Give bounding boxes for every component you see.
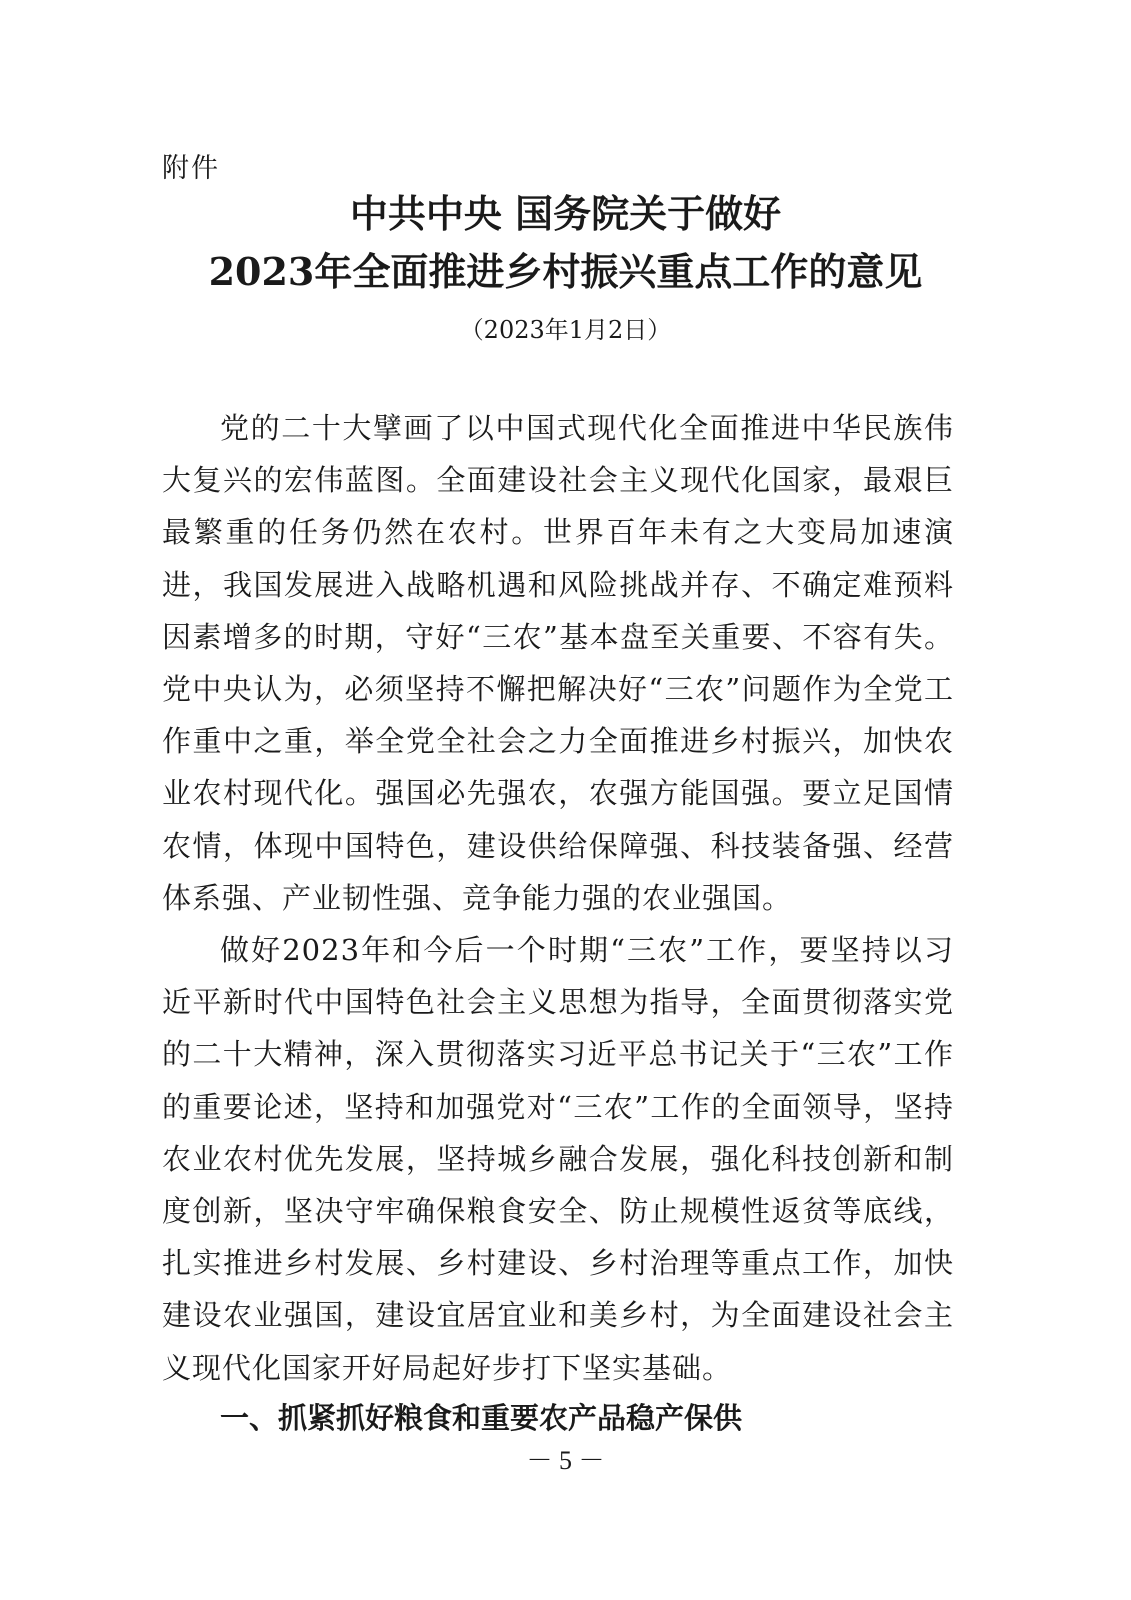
document-title-line-1: 中共中央 国务院关于做好 — [349, 191, 782, 236]
document-body — [162, 402, 954, 1394]
document-date: （2023年1月2日） — [459, 316, 672, 344]
page-number: － 5 － — [526, 1446, 605, 1475]
body-paragraph-1: 党的二十大擘画了以中国式现代化全面推进中华民族伟大复兴的宏伟蓝图。全面建设社会主义现代化国家，最艰巨最繁重的任务仍然在农村。世界百年未有之大变局加速演进，我国发展进入战略机遇和风险挑战并存、不确定难预料因素增多的时期，守好“三农”基本盘至关重要、不容有失。党中央认为，必须坚持不懈把解决好“三农”问题作为全党工作重中之重，举全党全社会之力全面推进乡村振兴，加快农业农村现代化。强国必先强农，农强方能国强。要立足国情农情，体现中国特色，建设供给保障强、科技装备强、经营体系强、产业韧性强、竞争能力强的农业强国。 — [162, 411, 954, 915]
document-title-line-2: 2023年全面推进乡村振兴重点工作的意见 — [208, 249, 923, 294]
section-heading: 一、抓紧抓好粮食和重要农产品稳产保供 — [220, 1401, 743, 1435]
body-paragraph-2: 做好2023年和今后一个时期“三农”工作，要坚持以习近平新时代中国特色社会主义思想为指导，全面贯彻落实党的二十大精神，深入贯彻落实习近平总书记关于“三农”工作的重要论述，坚持和加强党对“三农”工作的全面领导，坚持农业农村优先发展，坚持城乡融合发展，强化科技创新和制度创新，坚决守牢确保粮食安全、防止规模性返贫等底线，扎实推进乡村发展、乡村建设、乡村治理等重点工作，加快建设农业强国，建设宜居宜业和美乡村，为全面建设社会主义现代化国家开好局起好步打下坚实基础。 — [162, 933, 954, 1385]
attachment-label: 附件 — [162, 153, 220, 184]
